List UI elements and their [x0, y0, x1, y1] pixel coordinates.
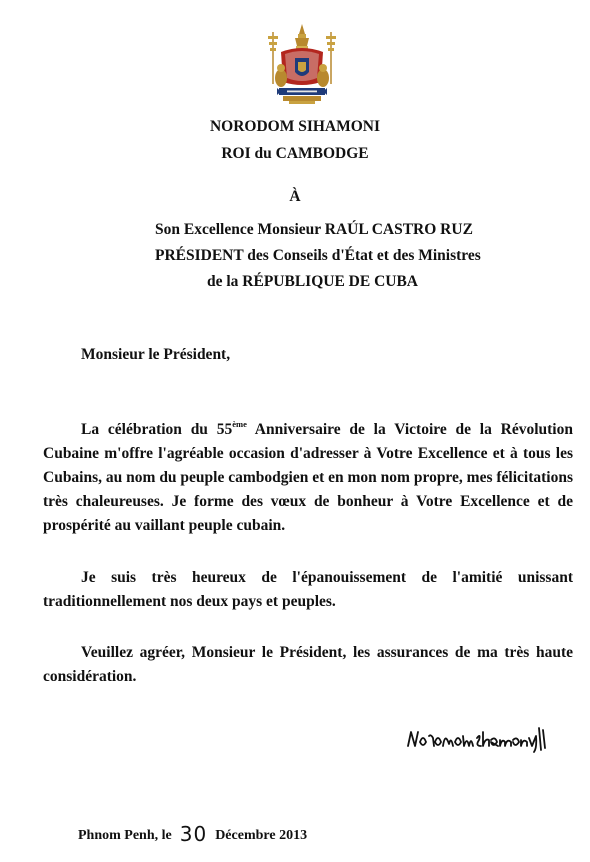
body-paragraph-1-part-2: Anniversaire de la Victoire de la Révolution Cubaine m'offre l'agréable occasion d'adresser à Votre Excellence et à tous les Cubains, au nom du peuple cambodgien et en mon nom propre, mes félicitations très chaleureuses. Je forme des vœux de bonheur à Votre Excellence et de prospérité au vaillant peuple cubain. [43, 421, 573, 534]
sender-name: NORODOM SIHAMONI [209, 118, 381, 135]
body-paragraph-1-part-1: La célébration du 55 [81, 421, 233, 438]
handwritten-signature [405, 724, 557, 754]
date-line [78, 820, 307, 844]
recipient-line-1: Son Excellence Monsieur RAÚL CASTRO RUZ [155, 221, 473, 238]
body-paragraph-2: Je suis très heureux de l'épanouissement de l'amitié unissant traditionnellement nos deux pays et peuples. [43, 569, 573, 610]
sender-title: ROI du CAMBODGE [221, 145, 369, 162]
date-day-handwritten: 30 [179, 822, 208, 846]
date-prefix: Phnom Penh, le [78, 828, 172, 843]
body-paragraph-3: Veuillez agréer, Monsieur le Président, les assurances de ma très haute considération. [43, 644, 573, 685]
royal-coat-of-arms-emblem [259, 22, 345, 108]
recipient-line-3: de la RÉPUBLIQUE DE CUBA [207, 273, 418, 290]
body-paragraph-1-superscript: ème [232, 419, 247, 429]
recipient-line-2: PRÉSIDENT des Conseils d'État et des Ministres [155, 247, 481, 264]
recipient-to: À [289, 188, 301, 205]
salutation: Monsieur le Président, [81, 346, 231, 363]
body-paragraph-1 [43, 418, 573, 538]
date-suffix: Décembre 2013 [215, 828, 308, 843]
